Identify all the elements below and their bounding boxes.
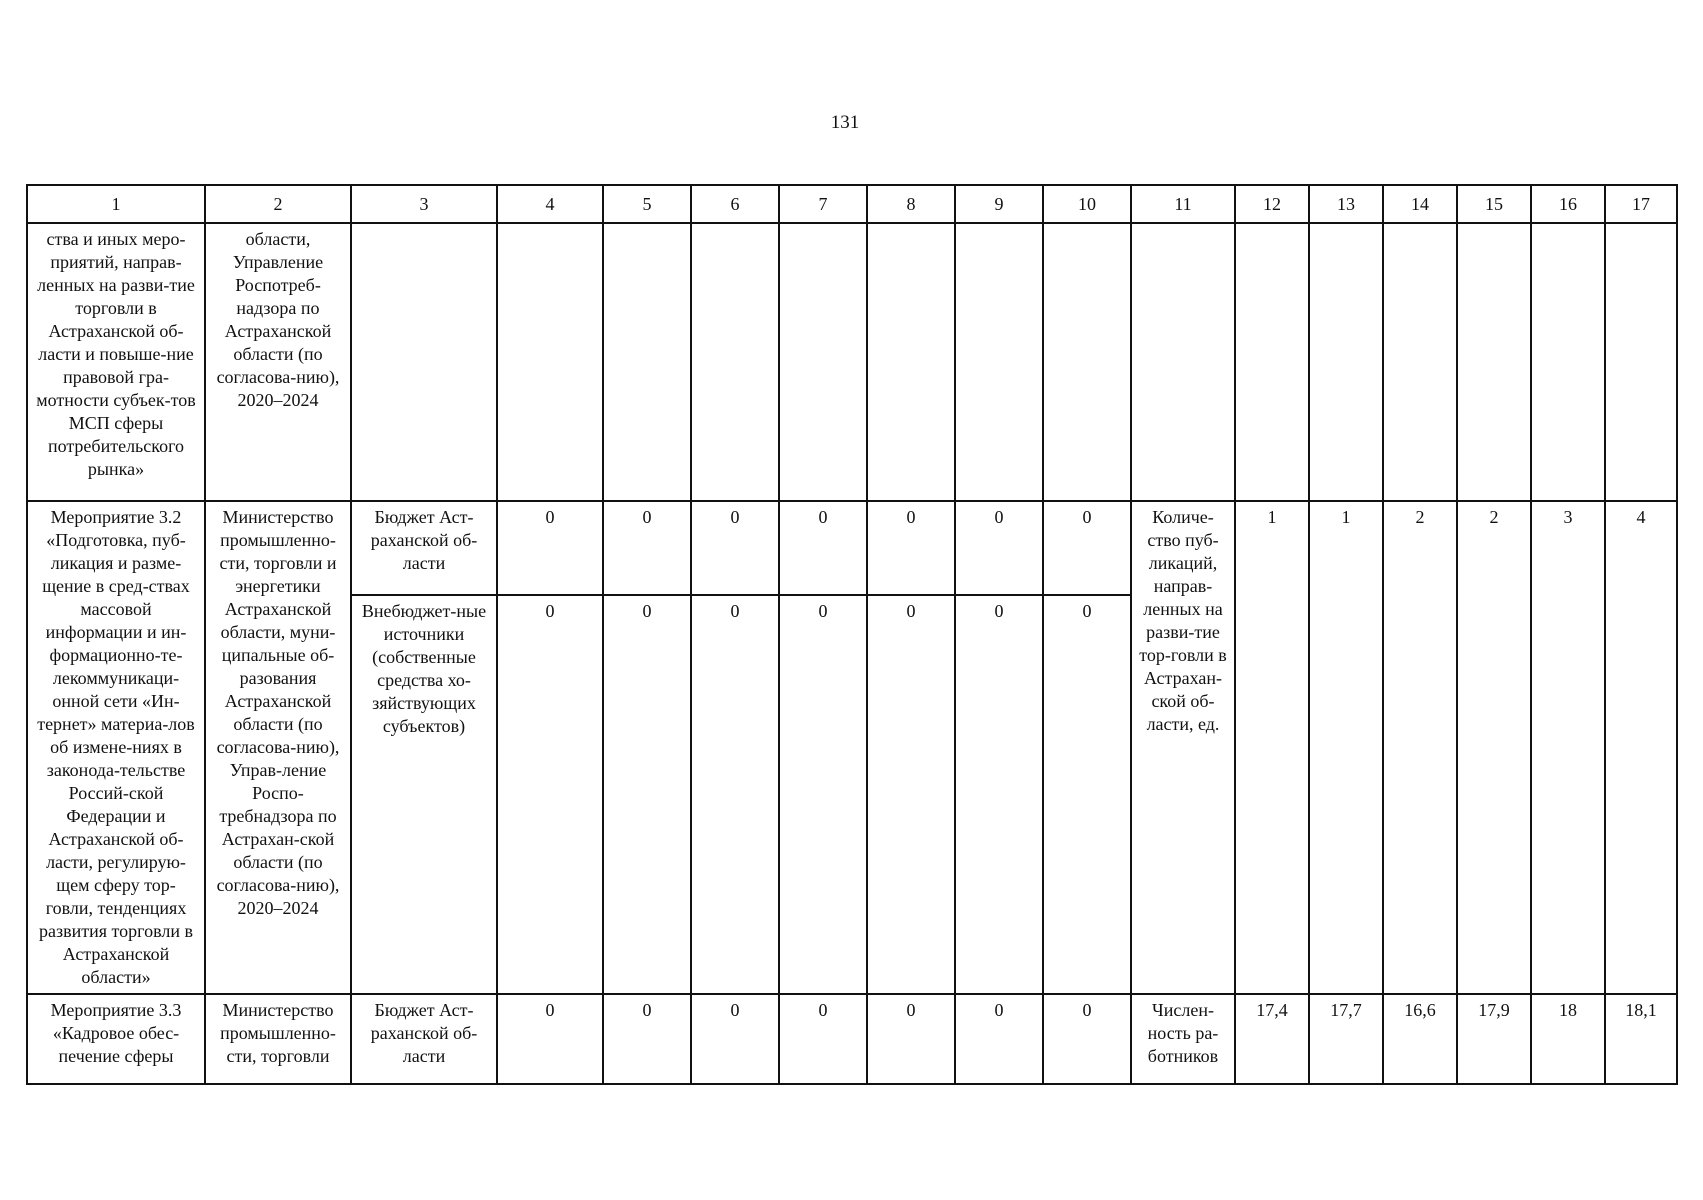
executor-cell: Министерство промышленно-сти, торговли и энергетики Астраханской области, муни-ципальные об-разования Астраханской области (по согласова-нию), Управ-ление Роспо-требнадзора по Астрахан-ской области (по согласова-нию), 2020–2024	[205, 501, 351, 994]
empty-cell	[955, 223, 1043, 501]
value-cell: 0	[955, 994, 1043, 1084]
empty-cell	[1531, 223, 1605, 501]
empty-cell	[1383, 223, 1457, 501]
column-header: 5	[603, 185, 691, 223]
executor-cell: Министерство промышленно-сти, торговли	[205, 994, 351, 1084]
target-cell: 2	[1383, 501, 1457, 994]
indicator-cell: Количе-ство пуб-ликаций, направ-ленных на разви-тие тор-говли в Астрахан-ской об-ласти, ед.	[1131, 501, 1235, 994]
empty-cell	[603, 223, 691, 501]
page-number: 131	[830, 112, 860, 133]
column-header: 16	[1531, 185, 1605, 223]
value-cell: 0	[691, 994, 779, 1084]
value-cell: 0	[779, 994, 867, 1084]
column-header: 10	[1043, 185, 1131, 223]
value-cell: 0	[603, 595, 691, 994]
column-header: 8	[867, 185, 955, 223]
value-cell: 0	[497, 501, 603, 595]
column-header: 1	[27, 185, 205, 223]
target-cell: 17,4	[1235, 994, 1309, 1084]
value-cell: 0	[691, 595, 779, 994]
table-row-activity-3-3	[27, 994, 1677, 1084]
column-header: 2	[205, 185, 351, 223]
funding-source-cell: Бюджет Аст-раханской об-ласти	[351, 994, 497, 1084]
executor-cell: области, Управление Роспотреб-надзора по Астраханской области (по согласова-нию), 2020–2024	[205, 223, 351, 501]
value-cell: 0	[779, 501, 867, 595]
activity-name-cell: Мероприятие 3.2 «Подготовка, пуб-ликация и разме-щение в сред-ствах массовой информации и ин-формационно-те-лекоммуникаци-онной сети «Ин-тернет» материа-лов об измене-ниях в законода-тельстве Россий-ской Федерации и Астраханской об-ласти, регулирую-щем сферу тор-говли, тенденциях развития торговли в Астраханской области»	[27, 501, 205, 994]
indicator-cell: Числен-ность ра-ботников	[1131, 994, 1235, 1084]
empty-cell	[867, 223, 955, 501]
column-header: 15	[1457, 185, 1531, 223]
value-cell: 0	[955, 501, 1043, 595]
value-cell: 0	[603, 501, 691, 595]
target-cell: 1	[1309, 501, 1383, 994]
value-cell: 0	[1043, 595, 1131, 994]
column-header: 6	[691, 185, 779, 223]
value-cell: 0	[955, 595, 1043, 994]
column-header: 17	[1605, 185, 1677, 223]
empty-cell	[1605, 223, 1677, 501]
value-cell: 0	[867, 501, 955, 595]
target-cell: 18,1	[1605, 994, 1677, 1084]
empty-cell	[1457, 223, 1531, 501]
empty-cell	[1235, 223, 1309, 501]
empty-cell	[691, 223, 779, 501]
table-row-activity-3-2	[27, 501, 1677, 595]
column-header: 7	[779, 185, 867, 223]
target-cell: 16,6	[1383, 994, 1457, 1084]
value-cell: 0	[497, 595, 603, 994]
value-cell: 0	[1043, 994, 1131, 1084]
activity-name-cell: Мероприятие 3.3 «Кадровое обес-печение сферы	[27, 994, 205, 1084]
column-header: 9	[955, 185, 1043, 223]
empty-cell	[779, 223, 867, 501]
target-cell: 17,9	[1457, 994, 1531, 1084]
target-cell: 2	[1457, 501, 1531, 994]
target-cell: 1	[1235, 501, 1309, 994]
funding-source-cell: Внебюджет-ные источники (собственные средства хо-зяйствующих субъектов)	[351, 595, 497, 994]
table-row-continuation	[27, 223, 1677, 501]
value-cell: 0	[779, 595, 867, 994]
column-header: 14	[1383, 185, 1457, 223]
empty-cell	[1309, 223, 1383, 501]
column-header: 11	[1131, 185, 1235, 223]
empty-cell	[351, 223, 497, 501]
value-cell: 0	[603, 994, 691, 1084]
empty-cell	[1131, 223, 1235, 501]
value-cell: 0	[867, 994, 955, 1084]
program-activities-table	[26, 184, 1678, 1085]
column-number-row	[27, 185, 1677, 223]
target-cell: 17,7	[1309, 994, 1383, 1084]
value-cell: 0	[691, 501, 779, 595]
value-cell: 0	[497, 994, 603, 1084]
activity-name-cell: ства и иных меро-приятий, направ-ленных на разви-тие торговли в Астраханской об-ласти и повыше-ние правовой гра-мотности субъек-тов МСП сферы потребительского рынка»	[27, 223, 205, 501]
empty-cell	[497, 223, 603, 501]
target-cell: 3	[1531, 501, 1605, 994]
target-cell: 18	[1531, 994, 1605, 1084]
column-header: 3	[351, 185, 497, 223]
empty-cell	[1043, 223, 1131, 501]
column-header: 4	[497, 185, 603, 223]
value-cell: 0	[867, 595, 955, 994]
column-header: 12	[1235, 185, 1309, 223]
column-header: 13	[1309, 185, 1383, 223]
funding-source-cell: Бюджет Аст-раханской об-ласти	[351, 501, 497, 595]
value-cell: 0	[1043, 501, 1131, 595]
target-cell: 4	[1605, 501, 1677, 994]
